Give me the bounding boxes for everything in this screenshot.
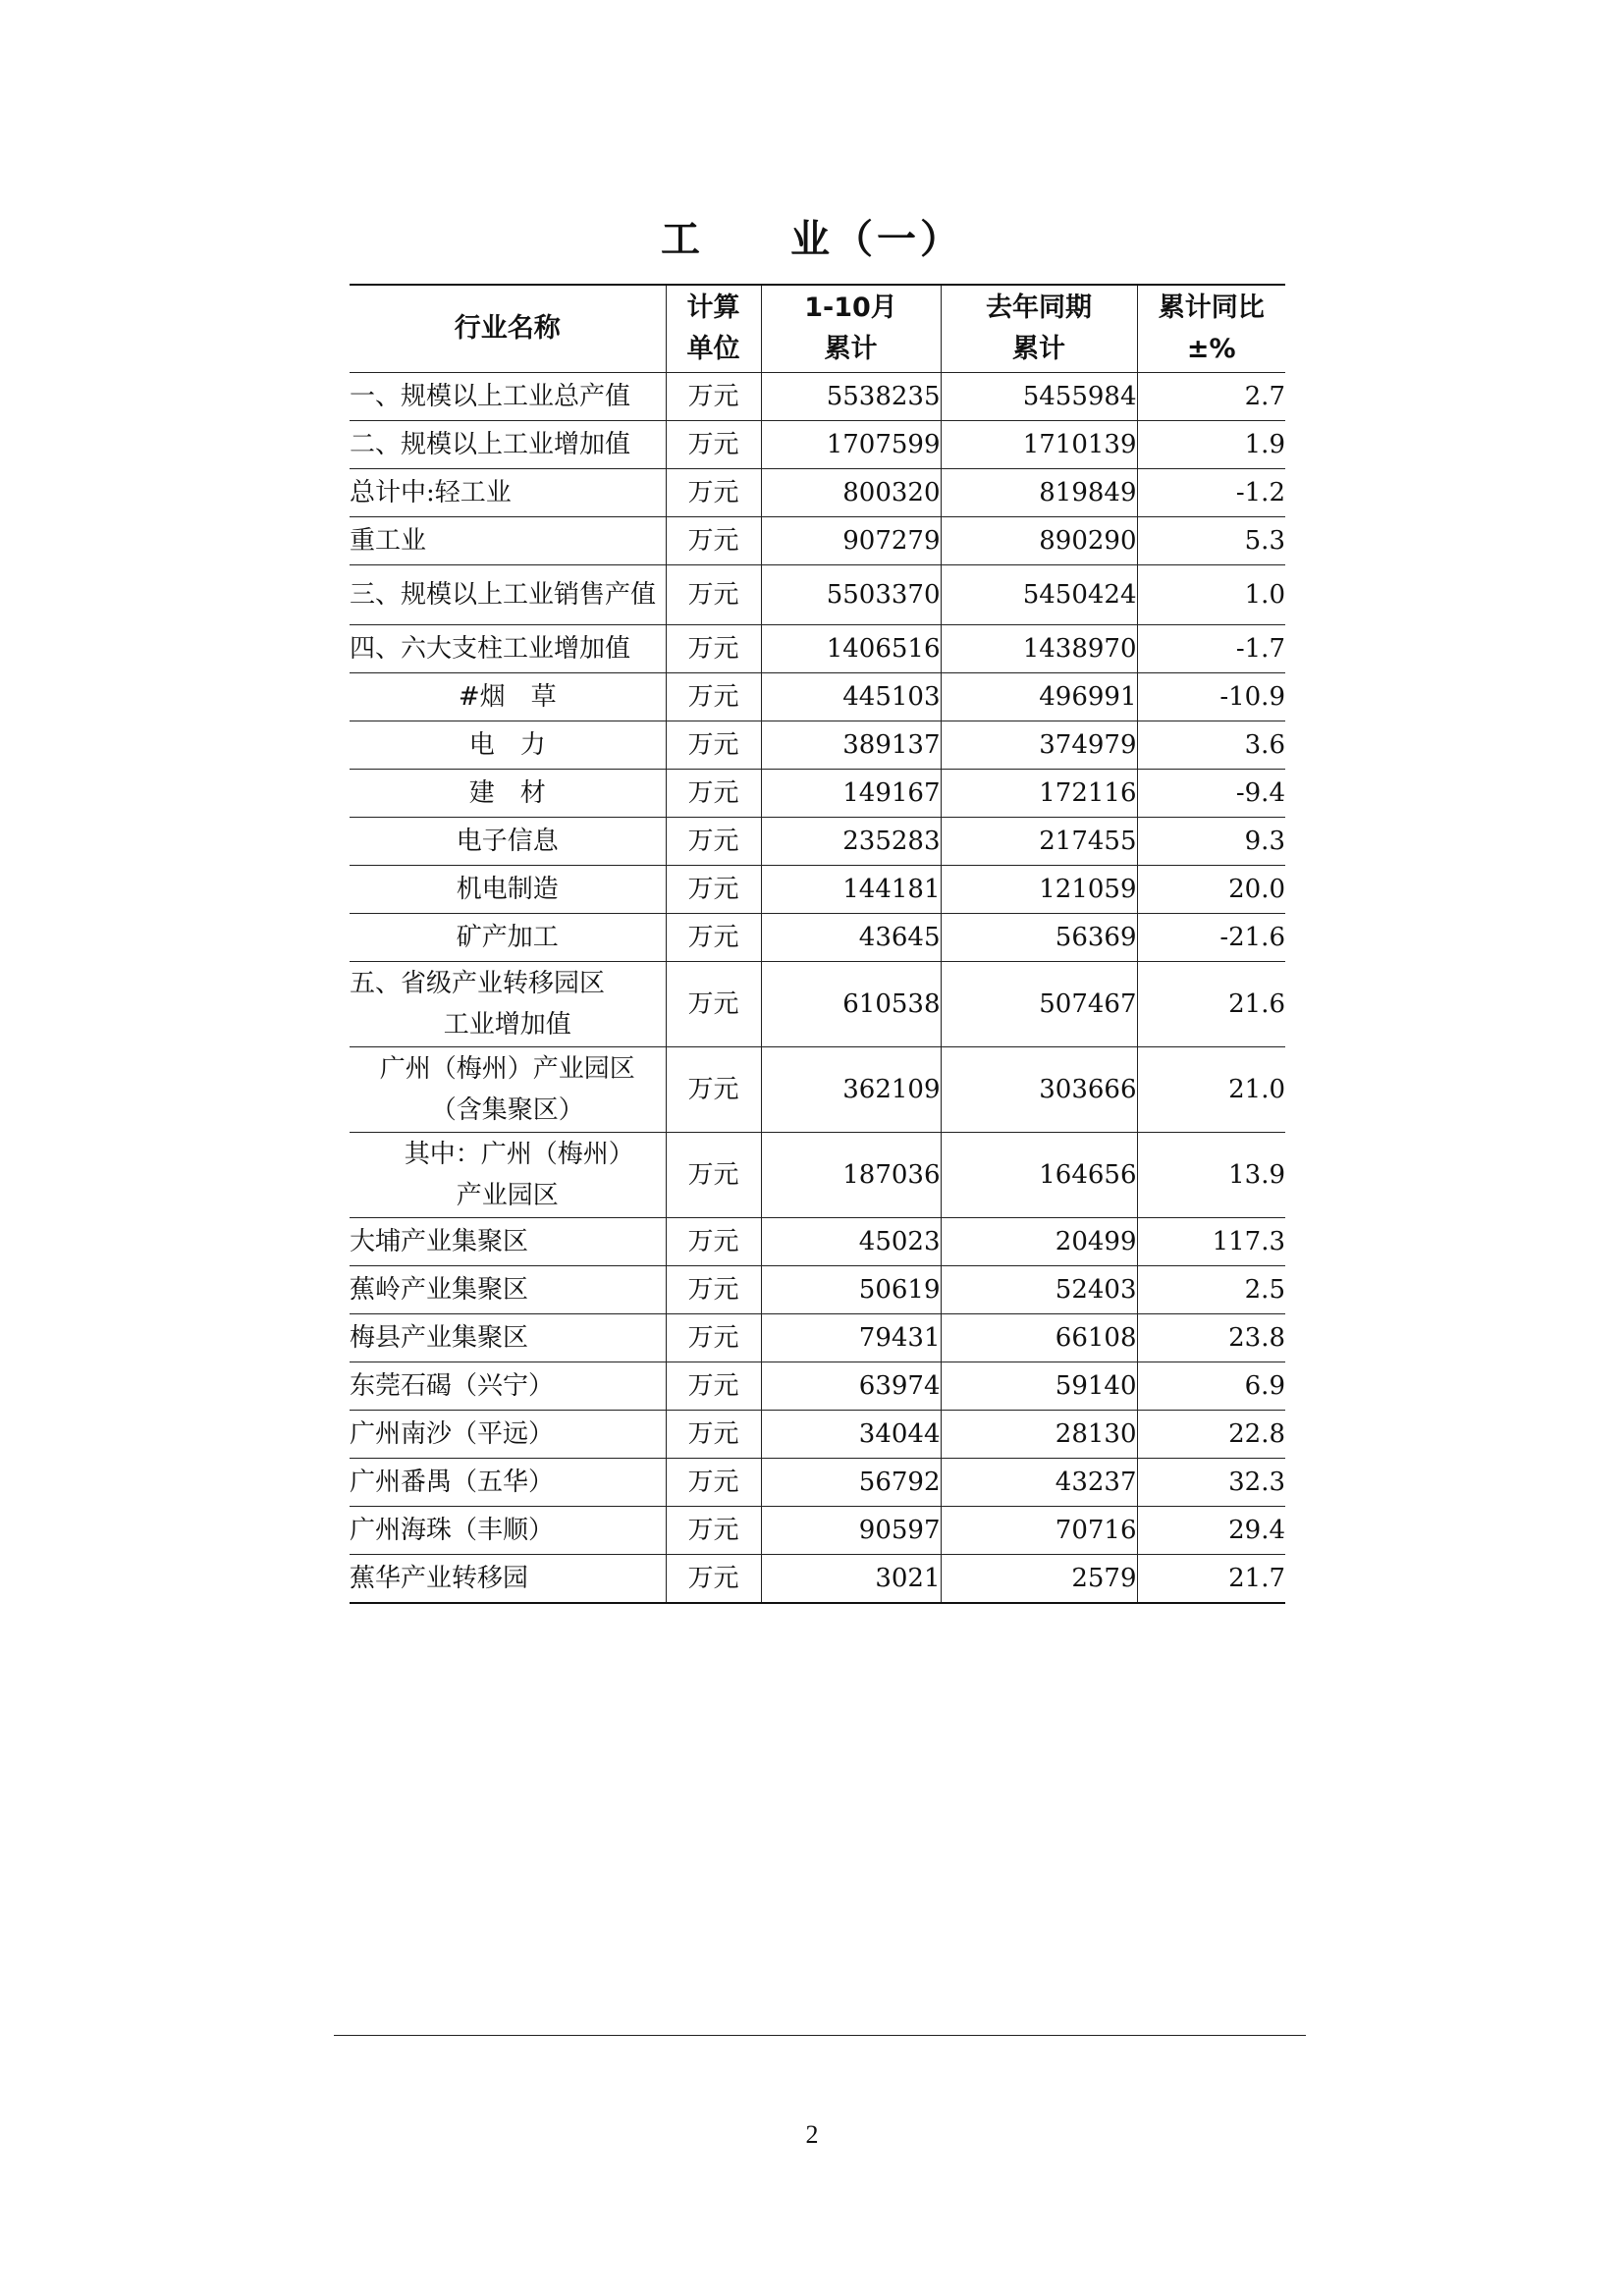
row-name: 大埔产业集聚区	[350, 1218, 666, 1266]
row-unit: 万元	[666, 625, 761, 673]
row-current: 34044	[761, 1411, 941, 1459]
row-name: 机电制造	[350, 866, 666, 914]
table-row	[350, 1314, 1285, 1362]
table-row	[350, 770, 1285, 818]
table-row	[350, 721, 1285, 770]
row-current: 79431	[761, 1314, 941, 1362]
row-unit: 万元	[666, 1362, 761, 1411]
row-name-line: 其中：广州（梅州）	[404, 1140, 634, 1169]
row-name	[350, 1133, 666, 1218]
row-unit: 万元	[666, 866, 761, 914]
row-yoy: 21.6	[1137, 962, 1285, 1047]
row-current: 50619	[761, 1266, 941, 1314]
row-current: 90597	[761, 1507, 941, 1555]
row-name: 一、规模以上工业总产值	[350, 373, 666, 421]
row-current: 43645	[761, 914, 941, 962]
row-name: #烟 草	[350, 673, 666, 721]
row-yoy: 1.9	[1137, 421, 1285, 469]
table-row	[350, 1459, 1285, 1507]
row-previous: 819849	[941, 469, 1137, 517]
header-unit: 计算 单位	[666, 285, 761, 373]
row-previous: 496991	[941, 673, 1137, 721]
row-current: 63974	[761, 1362, 941, 1411]
row-current: 1406516	[761, 625, 941, 673]
table-row	[350, 565, 1285, 625]
header-current-cumulative: 1-10月 累计	[761, 285, 941, 373]
row-unit: 万元	[666, 1133, 761, 1218]
row-name	[350, 962, 666, 1047]
table-row	[350, 373, 1285, 421]
table-row	[350, 673, 1285, 721]
row-current: 362109	[761, 1047, 941, 1133]
row-unit: 万元	[666, 818, 761, 866]
page-title: 工 业（一）	[661, 217, 963, 262]
row-unit: 万元	[666, 1266, 761, 1314]
row-yoy: 9.3	[1137, 818, 1285, 866]
row-yoy: 1.0	[1137, 565, 1285, 625]
row-yoy: 21.0	[1137, 1047, 1285, 1133]
row-previous: 43237	[941, 1459, 1137, 1507]
row-unit: 万元	[666, 1411, 761, 1459]
row-yoy: 20.0	[1137, 866, 1285, 914]
row-name: 广州番禺（五华）	[350, 1459, 666, 1507]
table-row	[350, 421, 1285, 469]
row-previous: 59140	[941, 1362, 1137, 1411]
row-yoy: -9.4	[1137, 770, 1285, 818]
row-name-line: （含集聚区）	[430, 1095, 584, 1125]
row-unit: 万元	[666, 1555, 761, 1604]
row-yoy: 13.9	[1137, 1133, 1285, 1218]
row-name: 广州南沙（平远）	[350, 1411, 666, 1459]
row-previous: 121059	[941, 866, 1137, 914]
table-row	[350, 469, 1285, 517]
row-yoy: 21.7	[1137, 1555, 1285, 1604]
page-number: 2	[805, 2120, 819, 2149]
row-name: 东莞石碣（兴宁）	[350, 1362, 666, 1411]
row-previous: 5450424	[941, 565, 1137, 625]
row-yoy: 6.9	[1137, 1362, 1285, 1411]
table-row	[350, 1362, 1285, 1411]
row-yoy: -21.6	[1137, 914, 1285, 962]
table-row	[350, 962, 1285, 1047]
row-yoy: 3.6	[1137, 721, 1285, 770]
row-current: 45023	[761, 1218, 941, 1266]
row-previous: 28130	[941, 1411, 1137, 1459]
row-previous: 52403	[941, 1266, 1137, 1314]
row-name: 电子信息	[350, 818, 666, 866]
row-yoy: 2.5	[1137, 1266, 1285, 1314]
row-previous: 56369	[941, 914, 1137, 962]
row-unit: 万元	[666, 565, 761, 625]
row-yoy: 117.3	[1137, 1218, 1285, 1266]
row-unit: 万元	[666, 517, 761, 565]
table-row	[350, 1047, 1285, 1133]
row-previous: 66108	[941, 1314, 1137, 1362]
row-unit: 万元	[666, 1047, 761, 1133]
table-row	[350, 914, 1285, 962]
industry-statistics-table	[350, 284, 1285, 1604]
row-previous: 172116	[941, 770, 1137, 818]
row-unit: 万元	[666, 770, 761, 818]
table-row	[350, 625, 1285, 673]
row-previous: 164656	[941, 1133, 1137, 1218]
row-name: 总计中:轻工业	[350, 469, 666, 517]
row-unit: 万元	[666, 421, 761, 469]
row-previous: 20499	[941, 1218, 1137, 1266]
header-industry-name: 行业名称	[350, 285, 666, 373]
row-name: 电 力	[350, 721, 666, 770]
row-previous: 890290	[941, 517, 1137, 565]
row-name: 建 材	[350, 770, 666, 818]
row-yoy: 22.8	[1137, 1411, 1285, 1459]
row-unit: 万元	[666, 721, 761, 770]
table-row	[350, 1266, 1285, 1314]
row-current: 5538235	[761, 373, 941, 421]
row-name-line: 工业增加值	[443, 1010, 571, 1040]
row-previous: 5455984	[941, 373, 1137, 421]
row-yoy: 5.3	[1137, 517, 1285, 565]
row-current: 235283	[761, 818, 941, 866]
row-current: 5503370	[761, 565, 941, 625]
row-name-line: 广州（梅州）产业园区	[379, 1054, 635, 1084]
row-yoy: 29.4	[1137, 1507, 1285, 1555]
row-name: 重工业	[350, 517, 666, 565]
table-row	[350, 517, 1285, 565]
table-header-row	[350, 285, 1285, 373]
row-name: 三、规模以上工业销售产值	[350, 565, 666, 625]
row-unit: 万元	[666, 962, 761, 1047]
table-row	[350, 1133, 1285, 1218]
header-yoy-change: 累计同比 ±%	[1137, 285, 1285, 373]
row-name: 蕉岭产业集聚区	[350, 1266, 666, 1314]
row-yoy: -1.7	[1137, 625, 1285, 673]
row-previous: 70716	[941, 1507, 1137, 1555]
row-current: 149167	[761, 770, 941, 818]
table-row	[350, 866, 1285, 914]
row-current: 610538	[761, 962, 941, 1047]
row-current: 907279	[761, 517, 941, 565]
row-previous: 1710139	[941, 421, 1137, 469]
row-current: 389137	[761, 721, 941, 770]
row-unit: 万元	[666, 1314, 761, 1362]
table-row	[350, 1507, 1285, 1555]
row-previous: 303666	[941, 1047, 1137, 1133]
row-yoy: 23.8	[1137, 1314, 1285, 1362]
row-name: 二、规模以上工业增加值	[350, 421, 666, 469]
row-unit: 万元	[666, 673, 761, 721]
row-name: 蕉华产业转移园	[350, 1555, 666, 1604]
row-unit: 万元	[666, 1507, 761, 1555]
row-current: 800320	[761, 469, 941, 517]
table-row	[350, 1555, 1285, 1604]
row-current: 144181	[761, 866, 941, 914]
row-unit: 万元	[666, 373, 761, 421]
row-yoy: 2.7	[1137, 373, 1285, 421]
row-current: 1707599	[761, 421, 941, 469]
row-unit: 万元	[666, 1218, 761, 1266]
row-name-line: 五、省级产业转移园区	[350, 969, 606, 998]
table-row	[350, 818, 1285, 866]
row-yoy: 32.3	[1137, 1459, 1285, 1507]
row-previous: 2579	[941, 1555, 1137, 1604]
row-unit: 万元	[666, 914, 761, 962]
row-previous: 217455	[941, 818, 1137, 866]
table-row	[350, 1218, 1285, 1266]
row-current: 187036	[761, 1133, 941, 1218]
header-previous-cumulative: 去年同期 累计	[941, 285, 1137, 373]
row-current: 445103	[761, 673, 941, 721]
row-yoy: -1.2	[1137, 469, 1285, 517]
table-row	[350, 1411, 1285, 1459]
row-name	[350, 1047, 666, 1133]
row-current: 56792	[761, 1459, 941, 1507]
row-name: 矿产加工	[350, 914, 666, 962]
row-name: 梅县产业集聚区	[350, 1314, 666, 1362]
row-unit: 万元	[666, 469, 761, 517]
row-current: 3021	[761, 1555, 941, 1604]
row-name: 四、六大支柱工业增加值	[350, 625, 666, 673]
row-name-line: 产业园区	[456, 1181, 559, 1210]
row-unit: 万元	[666, 1459, 761, 1507]
footer-divider	[334, 2035, 1306, 2036]
row-previous: 374979	[941, 721, 1137, 770]
row-yoy: -10.9	[1137, 673, 1285, 721]
row-name: 广州海珠（丰顺）	[350, 1507, 666, 1555]
row-previous: 507467	[941, 962, 1137, 1047]
row-previous: 1438970	[941, 625, 1137, 673]
